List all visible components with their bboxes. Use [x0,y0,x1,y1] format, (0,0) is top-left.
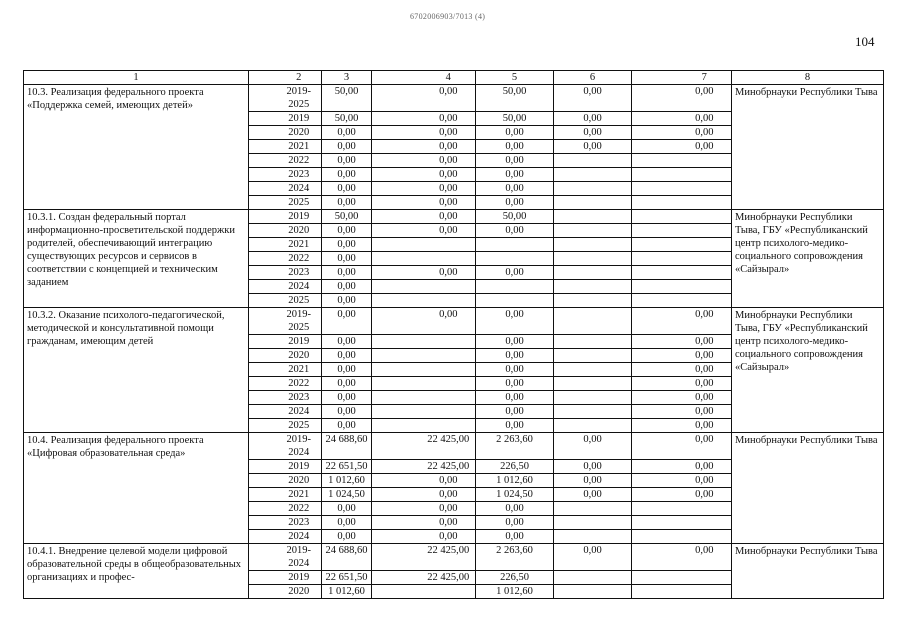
total-cell: 1 024,50 [322,488,372,502]
executor-cell: Минобрнауки Республики Тыва, ГБУ «Республиканский центр психолого-медико-социального сопровождения «Сайзырал» [732,308,884,433]
local-budget-cell: 0,00 [554,433,632,460]
regional-budget-cell: 0,00 [476,377,554,391]
year-cell: 2024 [277,280,322,294]
extrabudgetary-cell [678,168,732,182]
extrabudgetary-cell: 0,00 [678,474,732,488]
extrabudgetary-cell [678,154,732,168]
regional-budget-cell: 0,00 [476,266,554,280]
local-budget-cell [554,252,632,266]
total-cell: 1 012,60 [322,585,372,599]
table-row [24,308,884,335]
measure-label: 10.4. Реализация федерального проекта «Цифровая образовательная среда» [24,433,249,544]
executor-cell: Минобрнауки Республики Тыва [732,433,884,544]
year-cell: 2023 [277,391,322,405]
federal-budget-cell [422,349,476,363]
total-cell: 0,00 [322,182,372,196]
local-budget-cell [554,363,632,377]
local-budget-cell [554,571,632,585]
federal-budget-cell [422,280,476,294]
measure-label: 10.3.1. Создан федеральный портал информационно-просветительской поддержки родителей, обеспечивающий интеграцию существующих ресурсов и сервисов в соответствии с концепцией и техническим заданием [24,210,249,308]
extrabudgetary-cell: 0,00 [678,308,732,335]
local-budget-cell: 0,00 [554,474,632,488]
total-cell: 0,00 [322,280,372,294]
year-cell: 2021 [277,363,322,377]
local-budget-cell: 0,00 [554,140,632,154]
local-budget-cell [554,294,632,308]
federal-budget-cell [422,391,476,405]
regional-budget-cell [476,252,554,266]
federal-budget-cell: 0,00 [422,488,476,502]
local-budget-cell [554,349,632,363]
total-cell: 0,00 [322,530,372,544]
total-cell: 0,00 [322,335,372,349]
year-cell: 2025 [277,419,322,433]
federal-budget-cell: 0,00 [422,502,476,516]
total-cell: 24 688,60 [322,544,372,571]
federal-budget-cell: 22 425,00 [422,460,476,474]
federal-budget-cell: 22 425,00 [422,433,476,460]
table-row [24,85,884,112]
year-cell: 2019 [277,112,322,126]
local-budget-cell: 0,00 [554,126,632,140]
regional-budget-cell: 0,00 [476,530,554,544]
local-budget-cell [554,585,632,599]
total-cell: 22 651,50 [322,571,372,585]
federal-budget-cell: 0,00 [422,85,476,112]
extrabudgetary-cell: 0,00 [678,391,732,405]
regional-budget-cell: 0,00 [476,140,554,154]
extrabudgetary-cell [678,280,732,294]
local-budget-cell [554,224,632,238]
local-budget-cell: 0,00 [554,112,632,126]
measure-label: 10.3. Реализация федерального проекта «Поддержка семей, имеющих детей» [24,85,249,210]
federal-budget-cell: 0,00 [422,126,476,140]
local-budget-cell [554,266,632,280]
document-registration-stamp: 6702006903/7013 (4) [410,12,486,21]
extrabudgetary-cell: 0,00 [678,140,732,154]
year-cell: 2019-2025 [277,85,322,112]
year-cell: 2020 [277,474,322,488]
federal-budget-cell: 0,00 [422,182,476,196]
local-budget-cell [554,280,632,294]
year-cell: 2024 [277,530,322,544]
local-budget-cell [554,377,632,391]
program-funding-table [23,70,884,599]
local-budget-cell: 0,00 [554,460,632,474]
table-body [24,85,884,599]
regional-budget-cell [476,238,554,252]
regional-budget-cell: 0,00 [476,154,554,168]
regional-budget-cell: 50,00 [476,210,554,224]
year-cell: 2019 [277,210,322,224]
local-budget-cell [554,516,632,530]
regional-budget-cell: 0,00 [476,126,554,140]
extrabudgetary-cell [678,585,732,599]
year-cell: 2022 [277,377,322,391]
extrabudgetary-cell [678,266,732,280]
regional-budget-cell: 0,00 [476,349,554,363]
local-budget-cell [554,154,632,168]
total-cell: 0,00 [322,516,372,530]
total-cell: 0,00 [322,405,372,419]
regional-budget-cell: 2 263,60 [476,544,554,571]
total-cell: 1 012,60 [322,474,372,488]
local-budget-cell [554,502,632,516]
extrabudgetary-cell: 0,00 [678,349,732,363]
local-budget-cell [554,196,632,210]
year-cell: 2022 [277,154,322,168]
federal-budget-cell: 0,00 [422,154,476,168]
local-budget-cell [554,238,632,252]
year-cell: 2020 [277,224,322,238]
year-cell: 2021 [277,140,322,154]
year-cell: 2019-2024 [277,433,322,460]
extrabudgetary-cell: 0,00 [678,85,732,112]
local-budget-cell: 0,00 [554,488,632,502]
total-cell: 0,00 [322,154,372,168]
extrabudgetary-cell: 0,00 [678,460,732,474]
year-cell: 2019 [277,335,322,349]
table-row [24,544,884,571]
regional-budget-cell: 1 012,60 [476,474,554,488]
regional-budget-cell: 0,00 [476,224,554,238]
total-cell: 0,00 [322,266,372,280]
federal-budget-cell: 0,00 [422,140,476,154]
local-budget-cell [554,182,632,196]
total-cell: 0,00 [322,419,372,433]
regional-budget-cell: 0,00 [476,405,554,419]
total-cell: 24 688,60 [322,433,372,460]
regional-budget-cell: 50,00 [476,85,554,112]
header-col-8: 8 [732,71,884,85]
regional-budget-cell: 0,00 [476,335,554,349]
regional-budget-cell: 0,00 [476,419,554,433]
extrabudgetary-cell: 0,00 [678,433,732,460]
extrabudgetary-cell: 0,00 [678,419,732,433]
extrabudgetary-cell [678,252,732,266]
regional-budget-cell: 0,00 [476,308,554,335]
year-cell: 2020 [277,585,322,599]
year-cell: 2021 [277,238,322,252]
local-budget-cell [554,335,632,349]
federal-budget-cell: 22 425,00 [422,544,476,571]
total-cell: 22 651,50 [322,460,372,474]
regional-budget-cell: 0,00 [476,502,554,516]
extrabudgetary-cell: 0,00 [678,112,732,126]
regional-budget-cell: 0,00 [476,168,554,182]
measure-label: 10.4.1. Внедрение целевой модели цифровой образовательной среды в общеобразовательных организациях и профес- [24,544,249,599]
year-cell: 2025 [277,196,322,210]
regional-budget-cell: 226,50 [476,460,554,474]
header-col-1: 1 [24,71,249,85]
total-cell: 0,00 [322,391,372,405]
local-budget-cell: 0,00 [554,85,632,112]
extrabudgetary-cell: 0,00 [678,405,732,419]
regional-budget-cell: 0,00 [476,391,554,405]
year-cell: 2019-2025 [277,308,322,335]
federal-budget-cell: 0,00 [422,530,476,544]
executor-cell: Минобрнауки Республики Тыва [732,544,884,599]
federal-budget-cell: 0,00 [422,196,476,210]
local-budget-cell [554,210,632,224]
total-cell: 0,00 [322,238,372,252]
total-cell: 0,00 [322,308,372,335]
extrabudgetary-cell [678,571,732,585]
federal-budget-cell: 0,00 [422,112,476,126]
local-budget-cell [554,168,632,182]
extrabudgetary-cell: 0,00 [678,126,732,140]
regional-budget-cell [476,280,554,294]
table-row [24,210,884,224]
year-cell: 2019 [277,571,322,585]
extrabudgetary-cell [678,530,732,544]
year-cell: 2019 [277,460,322,474]
extrabudgetary-cell [678,210,732,224]
extrabudgetary-cell: 0,00 [678,377,732,391]
year-cell: 2023 [277,266,322,280]
federal-budget-cell [422,377,476,391]
federal-budget-cell: 0,00 [422,474,476,488]
header-col-5: 5 [476,71,554,85]
page-number: 104 [855,34,875,49]
executor-cell: Минобрнауки Республики Тыва [732,85,884,210]
federal-budget-cell: 0,00 [422,210,476,224]
total-cell: 0,00 [322,126,372,140]
federal-budget-cell: 0,00 [422,308,476,335]
year-cell: 2021 [277,488,322,502]
extrabudgetary-cell [678,182,732,196]
federal-budget-cell: 22 425,00 [422,571,476,585]
extrabudgetary-cell [678,224,732,238]
regional-budget-cell: 0,00 [476,363,554,377]
executor-cell: Минобрнауки Республики Тыва, ГБУ «Республиканский центр психолого-медико-социального сопровождения «Сайзырал» [732,210,884,308]
measure-label: 10.3.2. Оказание психолого-педагогической, методической и консультативной помощи гражданам, имеющим детей [24,308,249,433]
total-cell: 0,00 [322,294,372,308]
local-budget-cell [554,530,632,544]
federal-budget-cell [422,252,476,266]
federal-budget-cell [422,335,476,349]
total-cell: 0,00 [322,363,372,377]
year-cell: 2019-2024 [277,544,322,571]
federal-budget-cell: 0,00 [422,516,476,530]
year-cell: 2025 [277,294,322,308]
year-cell: 2022 [277,502,322,516]
regional-budget-cell: 0,00 [476,182,554,196]
regional-budget-cell [476,294,554,308]
federal-budget-cell: 0,00 [422,224,476,238]
total-cell: 0,00 [322,224,372,238]
extrabudgetary-cell: 0,00 [678,363,732,377]
year-cell: 2020 [277,126,322,140]
year-cell: 2023 [277,168,322,182]
table-header-row [24,71,884,85]
local-budget-cell [554,419,632,433]
federal-budget-cell [422,585,476,599]
regional-budget-cell: 226,50 [476,571,554,585]
year-cell: 2022 [277,252,322,266]
regional-budget-cell: 50,00 [476,112,554,126]
total-cell: 0,00 [322,252,372,266]
total-cell: 50,00 [322,210,372,224]
local-budget-cell [554,405,632,419]
local-budget-cell [554,308,632,335]
total-cell: 50,00 [322,112,372,126]
extrabudgetary-cell [678,516,732,530]
regional-budget-cell: 0,00 [476,196,554,210]
total-cell: 0,00 [322,168,372,182]
federal-budget-cell [422,363,476,377]
header-col-6: 6 [554,71,632,85]
year-cell: 2023 [277,516,322,530]
year-cell: 2024 [277,182,322,196]
total-cell: 50,00 [322,85,372,112]
federal-budget-cell [422,405,476,419]
regional-budget-cell: 0,00 [476,516,554,530]
federal-budget-cell [422,294,476,308]
local-budget-cell [554,391,632,405]
header-col-3: 3 [322,71,372,85]
total-cell: 0,00 [322,502,372,516]
extrabudgetary-cell [678,238,732,252]
table-row [24,433,884,460]
extrabudgetary-cell: 0,00 [678,488,732,502]
header-col-4: 4 [422,71,476,85]
total-cell: 0,00 [322,377,372,391]
header-col-7: 7 [678,71,732,85]
federal-budget-cell: 0,00 [422,266,476,280]
total-cell: 0,00 [322,140,372,154]
extrabudgetary-cell: 0,00 [678,335,732,349]
extrabudgetary-cell [678,196,732,210]
total-cell: 0,00 [322,196,372,210]
federal-budget-cell [422,419,476,433]
total-cell: 0,00 [322,349,372,363]
federal-budget-cell: 0,00 [422,168,476,182]
regional-budget-cell: 2 263,60 [476,433,554,460]
extrabudgetary-cell [678,294,732,308]
federal-budget-cell [422,238,476,252]
extrabudgetary-cell [678,502,732,516]
year-cell: 2020 [277,349,322,363]
local-budget-cell: 0,00 [554,544,632,571]
regional-budget-cell: 1 012,60 [476,585,554,599]
year-cell: 2024 [277,405,322,419]
regional-budget-cell: 1 024,50 [476,488,554,502]
extrabudgetary-cell: 0,00 [678,544,732,571]
header-col-2: 2 [277,71,322,85]
